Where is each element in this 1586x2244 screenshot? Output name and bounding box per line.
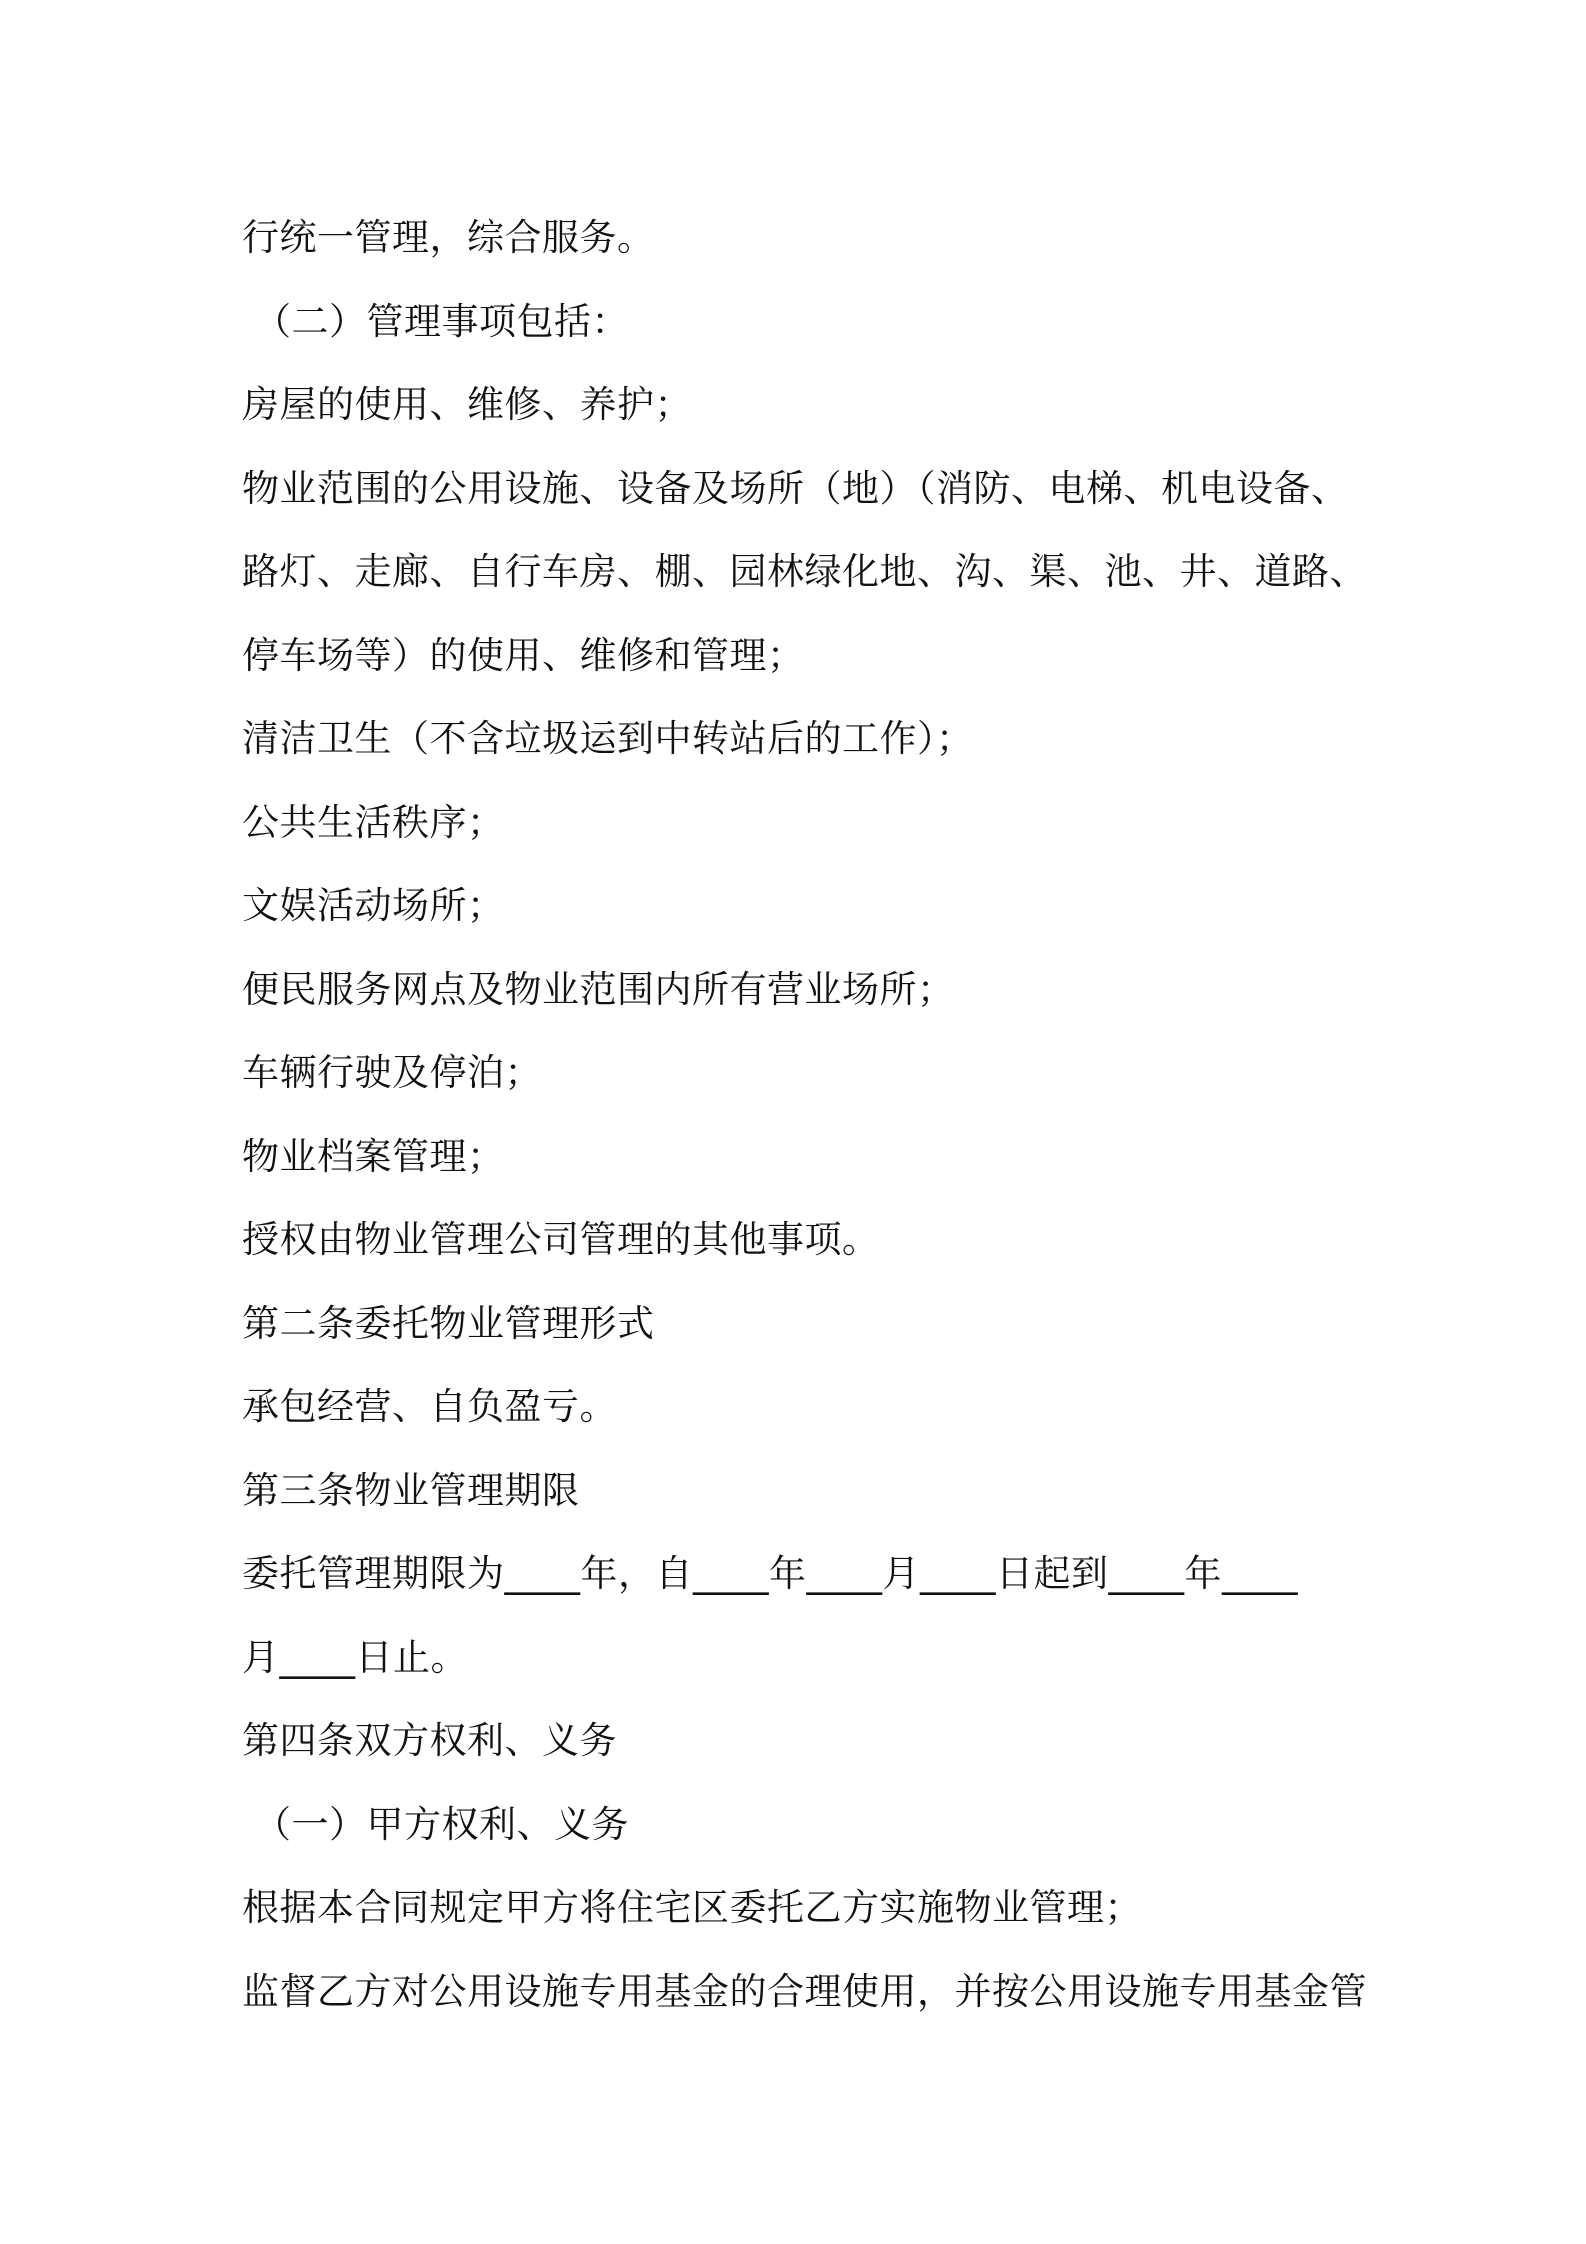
paragraph-line: 授权由物业管理公司管理的其他事项。 (242, 1218, 880, 1261)
article-heading: 第二条委托物业管理形式 (242, 1301, 655, 1345)
paragraph-line-term: 委托管理期限为____年，自____年____月____日起到____年____ (242, 1552, 1298, 1595)
paragraph-line: 房屋的使用、维修、养护； (242, 383, 692, 426)
paragraph-line: 承包经营、自负盈亏。 (242, 1385, 617, 1428)
paragraph-line-section-heading: （二）管理事项包括： (254, 299, 629, 343)
paragraph-line: 停车场等）的使用、维修和管理； (242, 633, 805, 677)
paragraph-line-continuation: 行统一管理，综合服务。 (242, 216, 655, 259)
article-heading: 第四条双方权利、义务 (242, 1719, 617, 1762)
paragraph-line: 物业范围的公用设施、设备及场所（地）（消防、电梯、机电设备、 (242, 466, 1349, 510)
paragraph-line: 清洁卫生（不含垃圾运到中转站后的工作）； (242, 717, 974, 760)
paragraph-line: 监督乙方对公用设施专用基金的合理使用，并按公用设施专用基金管 (242, 1969, 1367, 2013)
paragraph-line: 文娱活动场所； (242, 884, 505, 927)
paragraph-line: 公共生活秩序； (242, 800, 505, 844)
document-body (242, 196, 1367, 2033)
paragraph-line: 物业档案管理； (242, 1134, 505, 1178)
paragraph-line-term: 月____日止。 (242, 1635, 468, 1679)
paragraph-line: 车辆行驶及停泊； (242, 1051, 542, 1094)
paragraph-line: 根据本合同规定甲方将住宅区委托乙方实施物业管理； (242, 1886, 1142, 1929)
paragraph-line-section-heading: （一）甲方权利、义务 (254, 1802, 629, 1846)
paragraph-line: 路灯、走廊、自行车房、棚、园林绿化地、沟、渠、池、井、道路、 (242, 550, 1367, 593)
paragraph-line: 便民服务网点及物业范围内所有营业场所； (242, 967, 955, 1011)
article-heading: 第三条物业管理期限 (242, 1468, 580, 1512)
